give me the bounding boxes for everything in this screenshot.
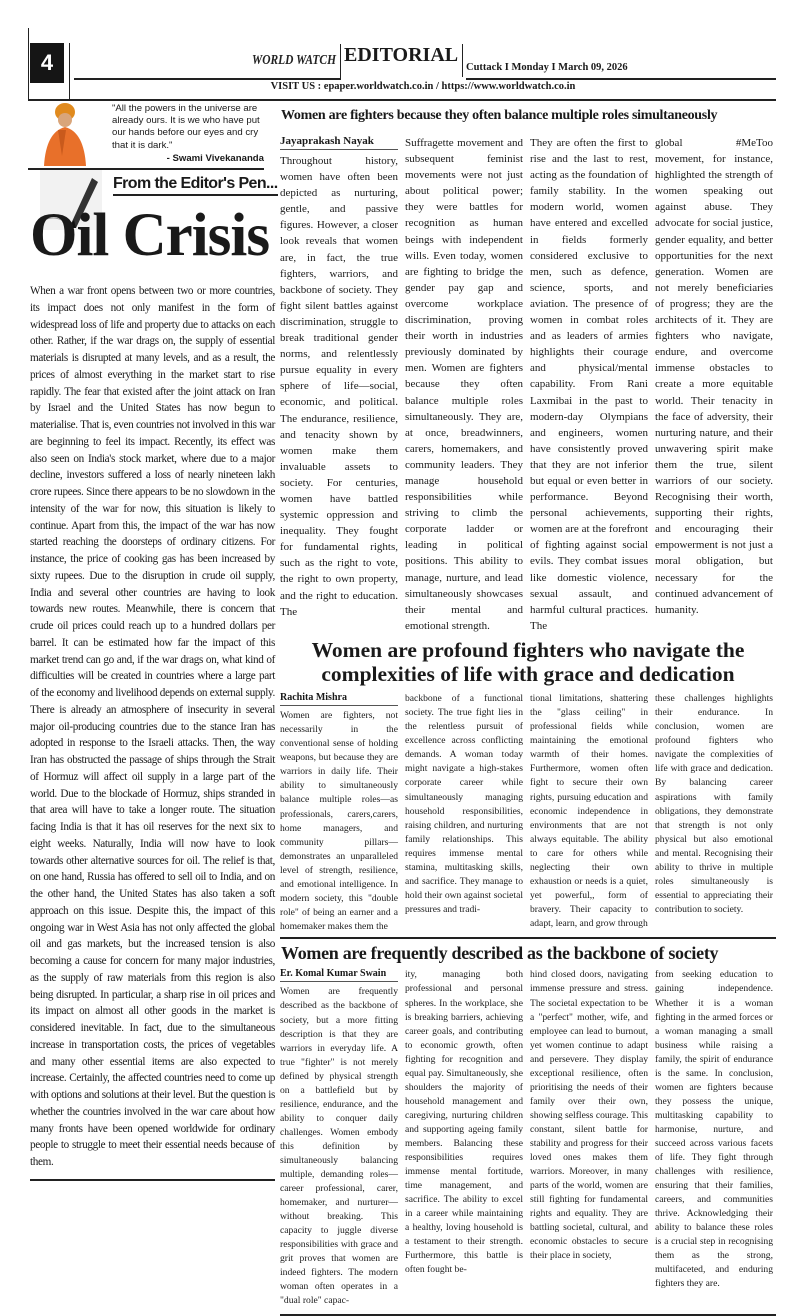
- article-3-column-4: from seeking education to gaining independence. Whether it is a woman fighting in the armed forces or a woman managing a small business while raising a family, the spirit of endurance is the same. In conclusion, women are fighters because they possess the unique, multitasking capability to harmonise, nurture, and succeed across various facets of life. They fight through challenges with resilience, ensuring that their families, careers, and communities thrive. Acknowledging their ability to balance these roles is a crucial step in recognising them as the strong, multifaceted, and enduring fighters they are.: [655, 969, 773, 1290]
- visit-us-link[interactable]: VISIT US : epaper.worldwatch.co.in / https://www.worldwatch.co.in: [270, 81, 576, 92]
- editors-pen-kicker: From the Editor's Pen...: [113, 175, 278, 196]
- article-2-bottom-rule: [280, 937, 776, 939]
- article-1-headline: Women are fighters because they often balance multiple roles simultaneously: [281, 108, 718, 123]
- article-1-column-1-wrap: [280, 135, 398, 620]
- article-3-column-3: hind closed doors, navigating immense pressure and stress. The societal expectation to be a "perfect" mother, wife, and employee can lead to burnout, yet women continue to adapt and persevere. They display exceptional resilience, often prioritising the needs of their family over their own, showing selfless courage. This constant, silent battle for stability and progress for their loved ones makes them warriors. Moreover, in many parts of the world, women are still fighting for fundamental rights and equality. They are battling societal, cultural, and economic obstacles to secure their place in society,: [530, 969, 648, 1262]
- editorial-bottom-rule: [30, 1179, 275, 1181]
- article-1-byline: Jayaprakash Nayak: [280, 135, 398, 150]
- quote-text: "All the powers in the universe are already ours. It is we who have put our hands before our eyes and cry that it is dark.": [112, 103, 260, 151]
- editorial-column: [30, 283, 275, 1181]
- masthead-underline-left: [74, 78, 340, 80]
- dateline: Cuttack I Monday I March 09, 2026: [466, 62, 628, 73]
- logo-divider: [340, 44, 341, 80]
- left-rule: [28, 28, 29, 100]
- page-number: 4: [30, 43, 64, 83]
- quote-author: - Swami Vivekananda: [166, 152, 264, 164]
- editorial-title: Oil Crisis: [30, 202, 270, 269]
- svg-text:WORLD WATCH: WORLD WATCH: [252, 53, 337, 68]
- world-watch-logo: [250, 40, 338, 76]
- article-3-column-2: ity, managing both professional and personal spheres. In the workplace, she is breaking barriers, achieving career goals, and contributing to economic growth, often fighting for recognition and equal pay. Simultaneously, she shoulders the majority of household management and caregiving, nurturing children and supporting ageing family members. Balancing these responsibilities requires immense mental fortitude, time management, and sacrifice. The ability to excel in a career while maintaining a healthy, loving household is a testament to their strength. Furthermore, this battle is often fought be-: [405, 969, 523, 1276]
- article-2-headline: Women are profound fighters who navigate the complexities of life with grace and dedication: [311, 637, 745, 686]
- vivekananda-portrait: [36, 100, 94, 166]
- article-1-column-3: They are often the first to rise and the last to rest, acting as the foundation of family stability. In the modern world, women have entered and excelled in fields formerly considered exclusive to men, such as defence, science, sports, and aviation. The presence of women in combat roles and as leaders of armies highlights their courage and physical/mental capability. From Rani Laxmibai in the past to modern-day Olympians and engineers, women have consistently proved that they are not inferior but equal or even better in performance. Beyond personal achievements, women are at the forefront of fighting against social evils. They combat issues like domestic violence, sexual assault, and harmful cultural practices. The: [530, 137, 648, 632]
- article-2-column-1-wrap: [280, 692, 398, 935]
- article-3-column-1-wrap: [280, 968, 398, 1308]
- quote-block: [112, 103, 264, 165]
- article-1-column-4: global #MeToo movement, for instance, highlighted the strength of women speaking out against abuse. They advocate for social justice, gender equality, and better opportunities for the next generation. Women are not merely beneficiaries of progress; they are the architects of it. They are fighters who navigate, endure, and overcome immense obstacles to create a more equitable world. Their tenacity in the face of adversity, their nurturing nature, and their unwavering spirit make them the true, silent warriors of our society. Recognising their worth, supporting their rights, and encouraging their empowerment is not just a moral obligation, but necessary for the continued advancement of humanity.: [655, 137, 773, 616]
- article-2-column-4: these challenges highlights their endurance. In conclusion, women are profound fighters who navigate the complexities of life with grace and dedication. By balancing career aspirations with family obligations, they demonstrate that strength is not only physical but also emotional and mental. Recognising their ability to thrive in multiple roles simultaneously is essential to appreciating their contribution to society.: [655, 692, 773, 916]
- article-3: [280, 968, 776, 1308]
- article-3-byline: Er. Komal Kumar Swain: [280, 968, 398, 982]
- articles-area: [280, 101, 776, 1316]
- article-2-column-1: Women are fighters, not necessarily in the conventional sense of holding weapons, but because they are warriors in daily life. Their ability to simultaneously balance multiple roles—as professionals, carers,carers, home managers, and community pillars—demonstrates an unparalleled level of strength, resilience, and emotional intelligence. In modern society, this "double role" of being an earner and a homemaker makes them the: [280, 709, 398, 933]
- article-3-column-1: Women are frequently described as the backbone of society, but a more fitting description is that they are warriors in everyday life. A true "fighter" is not merely defined by physical strength on a battlefield but by resilience, endurance, and the ability to conquer daily challenges. Women embody this definition by simultaneously balancing multiple, demanding roles—career professional, carer, homemaker, and nurturer—without breaking. This capacity to juggle diverse responsibilities with grace and grit proves that women are indeed fighters. The modern woman often operates in a "dual role" capac-: [280, 986, 398, 1307]
- article-1-column-2: Suffragette movement and subsequent feminist movements were not just about political power; they were battles for recognition as human beings with independent wills. Even today, women are fighting to bridge the gender pay gap and overcome workplace discrimination, proving their worth in industries previously dominated by men. Women are fighters because they often balance multiple roles simultaneously. They are, at once, breadwinners, carers, homemakers, and community leaders. They manage household responsibilities while striving to climb the corporate ladder or leading in political positions. This ability to manage, nurture, and lead simultaneously showcases their mental and emotional strength.: [405, 137, 523, 632]
- masthead-underline-right: [466, 78, 776, 80]
- section-title: EDITORIAL: [344, 44, 459, 66]
- article-2-column-3: tional limitations, shattering the "glass ceiling" in professional fields while maintaining the emotional warmth of their homes. Furthermore, women often fight to secure their own rights, pursuing education and economic independence in environments that are not always equitable. The ability to care for others while neglecting their own exhaustion or needs is a quiet, yet powerful,, form of bravery. Their capacity to adapt, learn, and grow through: [530, 692, 648, 930]
- article-2-column-2: backbone of a functional society. The true fight lies in the relentless pursuit of excellence across conflicting demands. A woman today might navigate a high-stakes corporate career while simultaneously managing household responsibilities, raising children, and nurturing family relationships. This requires immense mental stamina, multitasking skills, and sacrifice. They manage to hold their own against societal pressures and tradi-: [405, 692, 523, 916]
- editorial-body: When a war front opens between two or more countries, its impact does not only manifest in the form of widespread loss of life and property due to attacks on each other. Rather, if the war drags on, the supply of essential materials is disrupted at many levels, and as a result, the prices of almost everything in the market start to rise rapidly. The fear that existed after the joint attack on Iran by Israel and the United States has now begun to materialise. That is, even countries not involved in this war are beginning to feel its impact. Recently, its effect was also seen on India's stock market, where due to a major decline, investors suffered a loss of nearly nineteen lakh crore rupees. Since there appears to be no slowdown in the intensity of the war for now, this situation is likely to continue. Apart from this, the impact of the war has now started reaching the doorsteps of ordinary citizens. For instance, the price of cooking gas has been increased by sixty rupees. Due to the disruption in crude oil supply, India and several other countries are having to look towards new routes. Meanwhile, there is concern that crude oil prices could reach up to a hundred dollars per barrel. It can be estimated how far the impact of this market trend can go and, if the war drags on, what kind of difficulties will be created in countries where a large part of the economy and livelihood depends on external supply. There is already an atmosphere of insecurity in several major oil-producing countries due to the stance Iran has adopted in response to the Israeli attacks. Then, the way Iran has obstructed the passage of ships through the Strait of Hormuz will affect oil supply in a large part of the world. Due to the blockade of Hormuz, ships stranded in that area will have to take a longer route. The situation facing India is that it has oil reserves for the next six to eight weeks. Naturally, India will now have to look towards other alternative sources for oil. The relief is that, on one hand, Russia has offered to sell oil to India, and on the other hand, the United States has also taken a soft approach on this issue. Despite this, the impact of this ongoing war in West Asia has not only affected the global oil and gas markets, but the increased tension is also becoming a cause for concern for many major industries, as the supply of raw materials from this region is also being disrupted. In particular, a sharp rise in oil prices and its impact on almost all other goods in the market is considered inevitable. In fact, due to the simultaneous increase in transportation costs, the prices of vegetables and many other essential items are also expected to increase. Certainly, the affected countries need to come up with options and solutions at their level. But the question is whether the countries involved in the war care about how many fronts have been opened worldwide for ordinary people to struggle to meet their essential needs because of them.: [30, 285, 275, 1168]
- article-3-headline: Women are frequently described as the backbone of society: [281, 943, 719, 964]
- date-divider: [462, 44, 463, 77]
- article-2-byline: Rachita Mishra: [280, 692, 398, 706]
- article-1: [280, 135, 776, 634]
- article-2: [280, 692, 776, 935]
- article-1-column-1: Throughout history, women have often been depicted as nurturing, gentle, and passive figures. However, a closer look reveals that women are, in fact, the true fighters, warriors, and backbone of society. They fight silent battles against discrimination, struggle to break traditional gender norms, and relentlessly pursue equality in every sphere of life—social, economic, and political. The endurance, resilience, and tenacity shown by women make them invaluable assets to society. For centuries, women have battled systemic oppression and inequality. They fought for fundamental rights, such as the right to vote, the right to own property, and the right to education. The: [280, 155, 398, 618]
